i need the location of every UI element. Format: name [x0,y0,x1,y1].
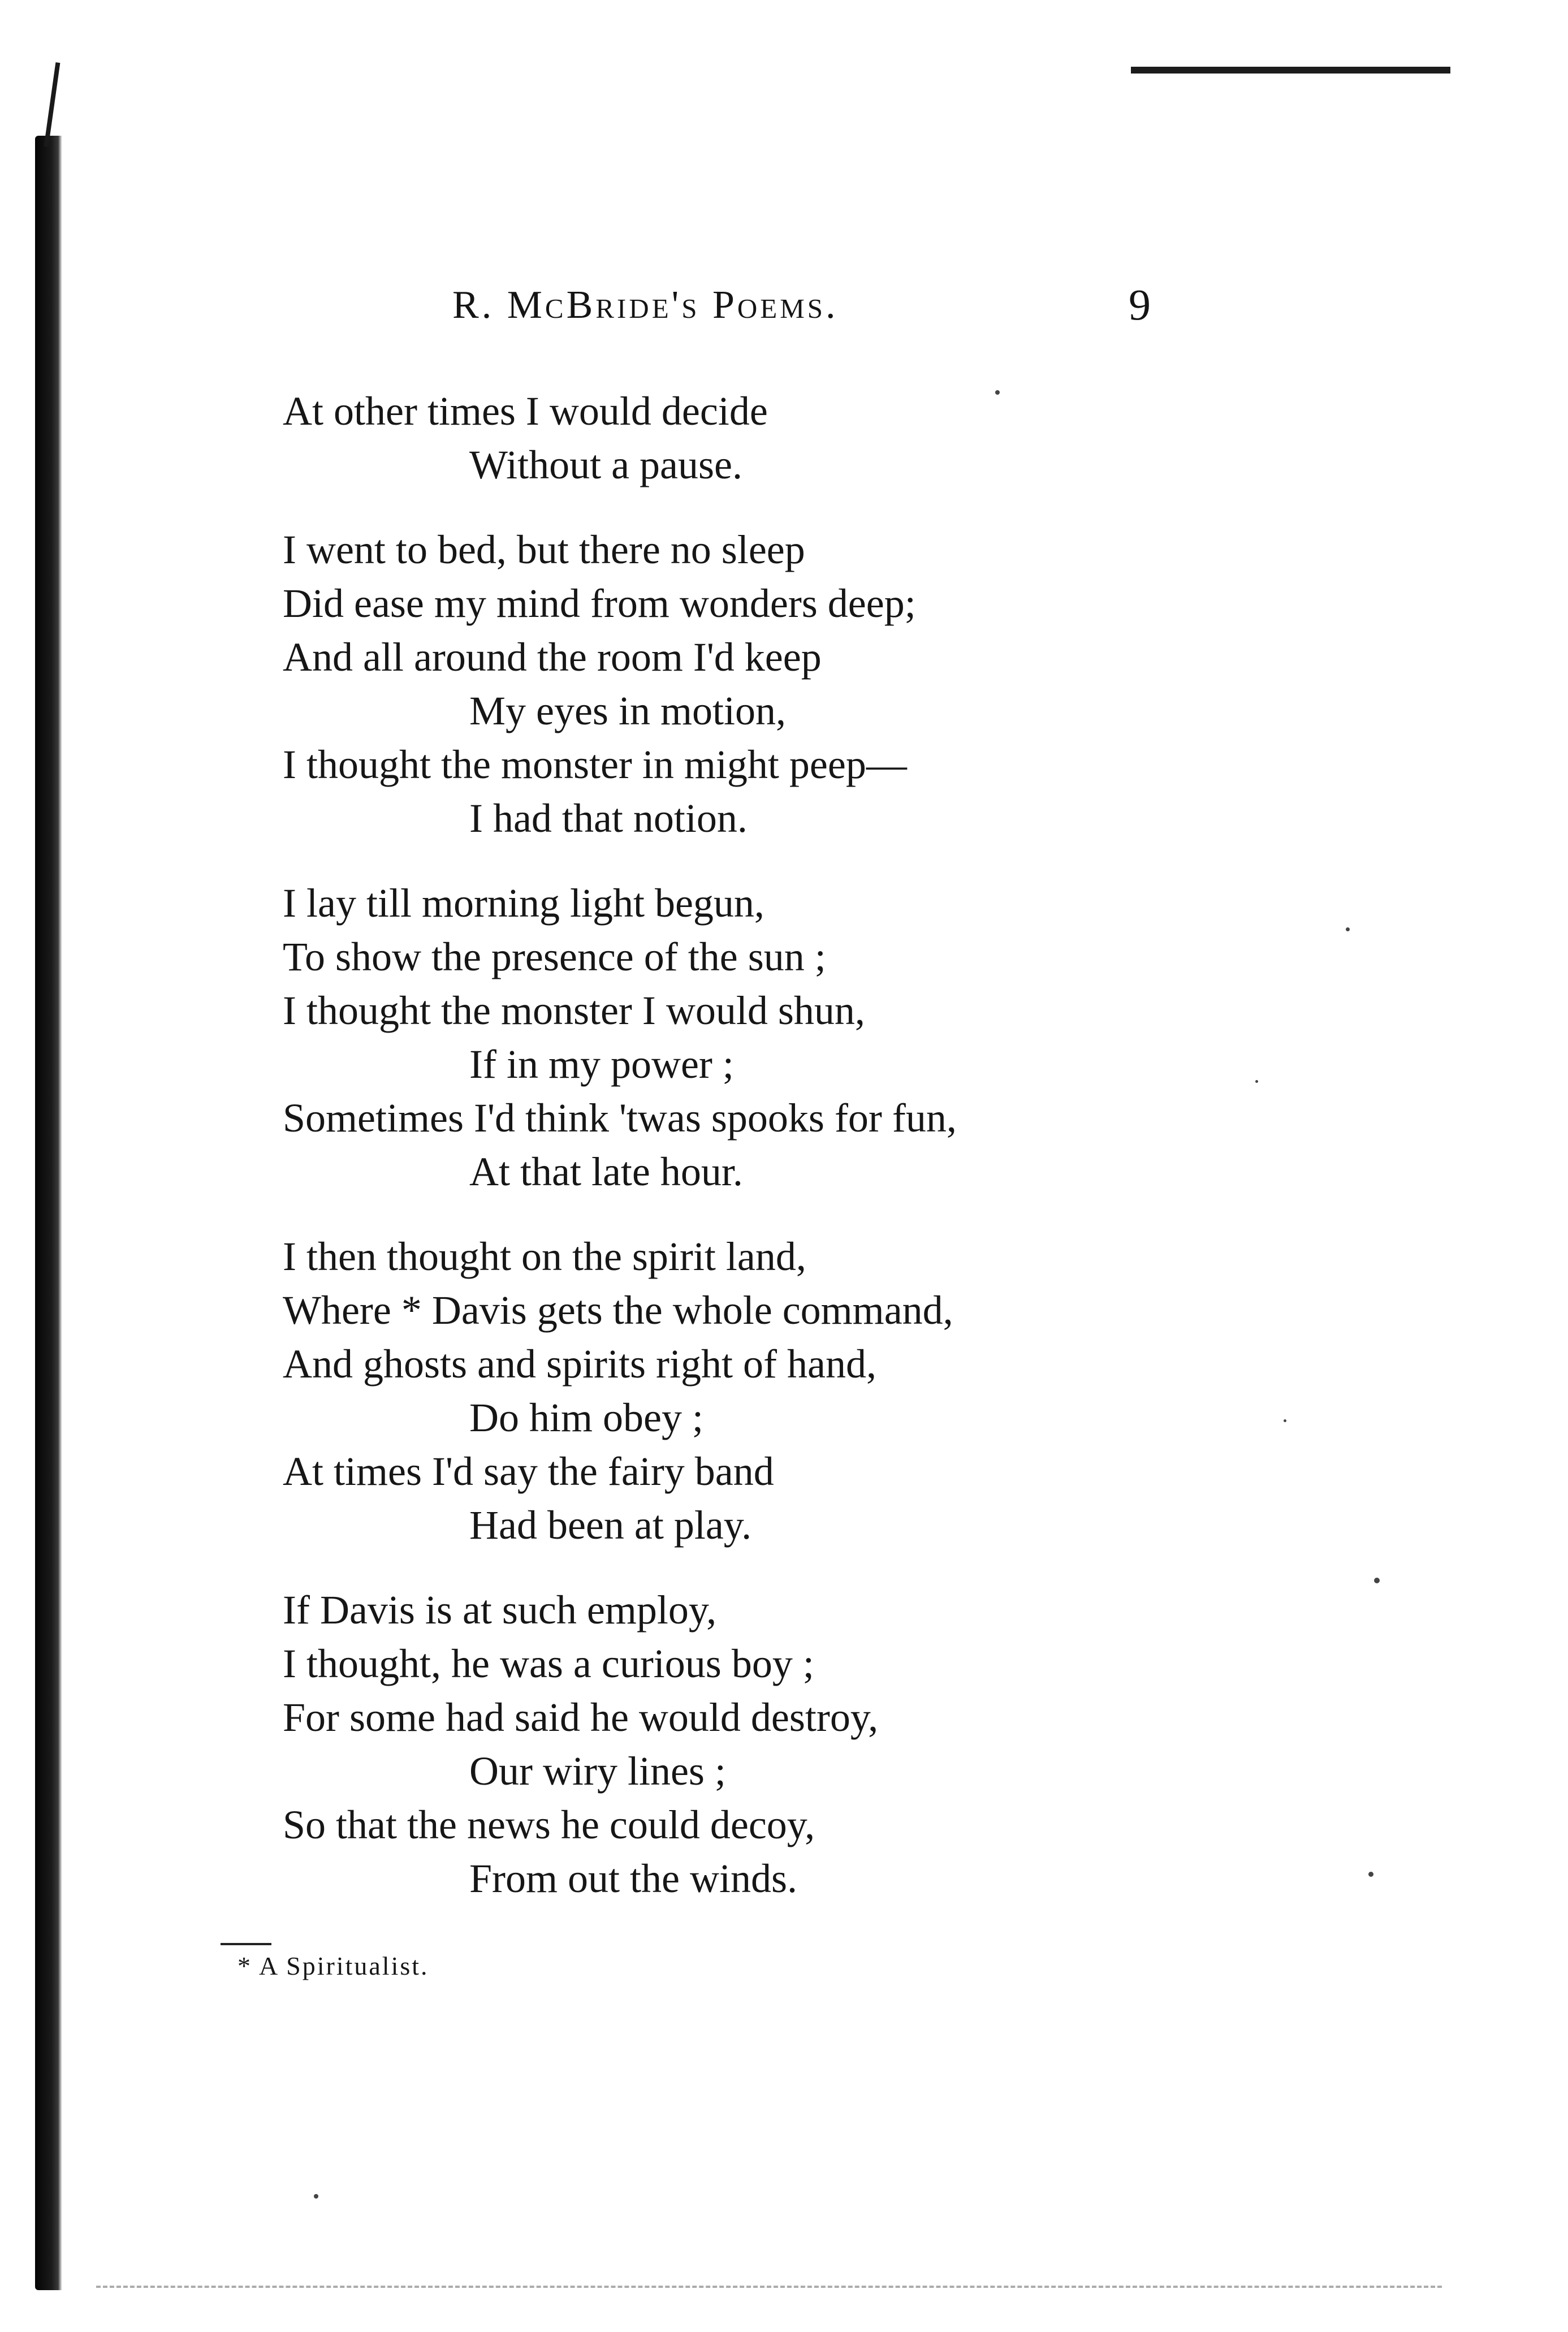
poem-line: Sometimes I'd think 'twas spooks for fun, [283,1095,957,1141]
poem-line: Without a pause. [469,442,742,487]
poem-line: Where * Davis gets the whole command, [283,1288,953,1333]
paper-speck [1284,1419,1286,1422]
book-spine-shadow [35,136,62,2290]
running-head-text: R. McBride's Poems. [452,283,839,327]
paper-speck [1368,1872,1373,1877]
poem-line: I thought the monster in might peep— [283,742,907,787]
stanza [283,1230,1244,1552]
top-edge-rule [1131,67,1450,74]
footnote-rule [221,1943,271,1945]
poem-line: To show the presence of the sun ; [283,934,826,979]
book-spine-edge [44,62,61,147]
stanza [283,523,1244,845]
poem-line: For some had said he would destroy, [283,1695,879,1740]
poem-line: Did ease my mind from wonders deep; [283,581,916,626]
poem-body [283,385,1244,1937]
poem-line: I then thought on the spirit land, [283,1234,806,1279]
bottom-edge-rule [96,2286,1442,2288]
poem-line: Do him obey ; [469,1395,703,1440]
poem-line: If in my power ; [469,1042,734,1087]
page-number: 9 [1129,280,1151,329]
paper-speck [1255,1080,1258,1083]
poem-line: At times I'd say the fairy band [283,1449,774,1494]
stanza [283,385,1244,492]
poem-line: I went to bed, but there no sleep [283,527,805,572]
paper-speck [1346,927,1350,931]
poem-line: From out the winds. [469,1856,798,1901]
poem-line: And ghosts and spirits right of hand, [283,1341,876,1387]
poem-line: I lay till morning light begun, [283,880,764,926]
poem-line: I thought the monster I would shun, [283,988,865,1033]
poem-line: My eyes in motion, [469,688,786,733]
poem-line: At other times I would decide [283,388,768,434]
poem-line: At that late hour. [469,1149,743,1194]
running-head [452,283,839,328]
poem-line: I thought, he was a curious boy ; [283,1641,814,1686]
poem-line: I had that notion. [469,796,748,841]
paper-speck [1374,1578,1380,1583]
footnote: * A Spiritualist. [237,1951,429,1980]
stanza [283,876,1244,1199]
poem-line: Had been at play. [469,1502,752,1548]
paper-speck [314,2194,318,2199]
poem-line: If Davis is at such employ, [283,1587,717,1633]
stanza [283,1583,1244,1906]
poem-line: So that the news he could decoy, [283,1802,815,1847]
poem-line: And all around the room I'd keep [283,634,822,680]
poem-line: Our wiry lines ; [469,1748,726,1794]
